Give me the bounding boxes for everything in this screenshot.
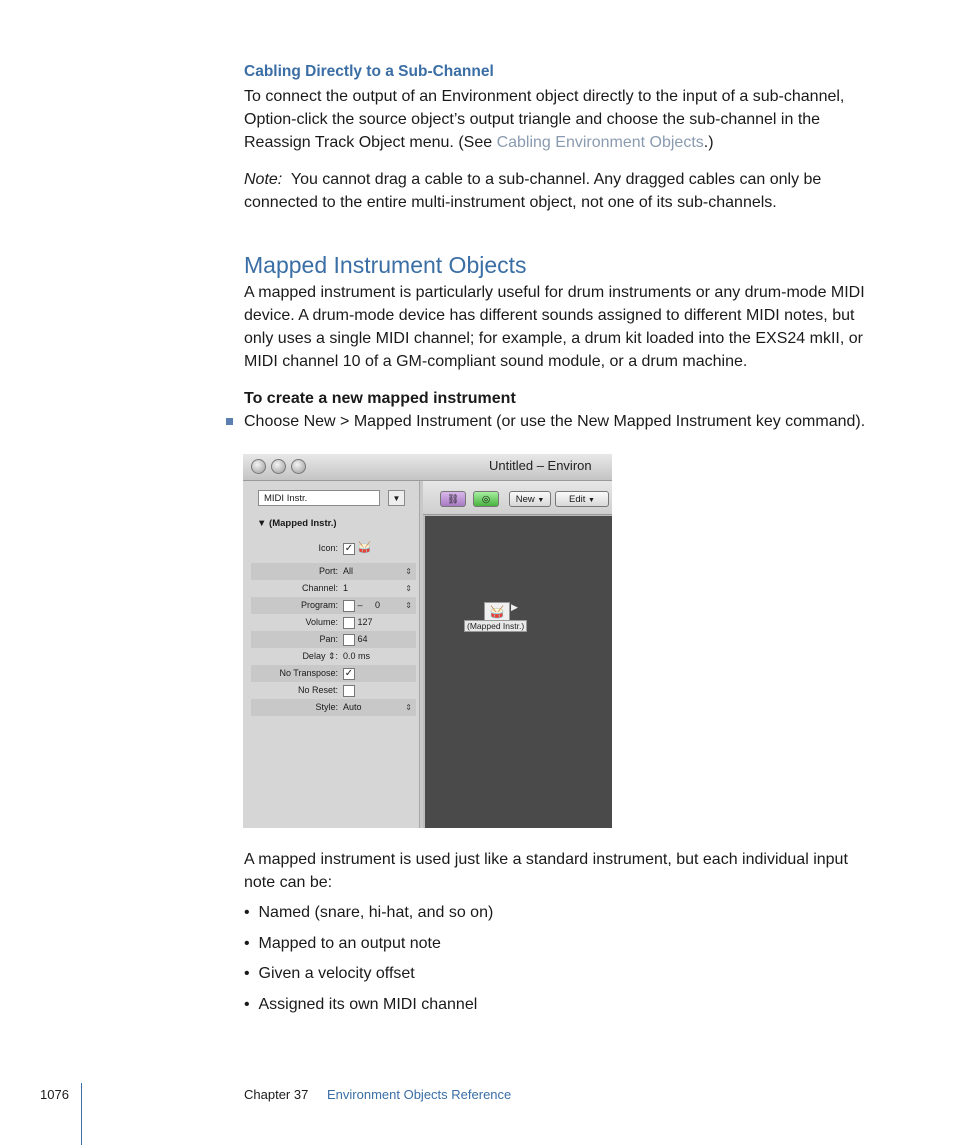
param-label: Style: — [315, 702, 338, 712]
section-heading: Mapped Instrument Objects — [244, 252, 527, 278]
program-checkbox[interactable] — [343, 600, 355, 612]
param-row-port[interactable] — [251, 563, 416, 580]
new-menu-button[interactable] — [509, 491, 551, 507]
minimize-window-icon[interactable] — [271, 459, 286, 474]
footer-chapter: Chapter 37 — [244, 1087, 309, 1102]
note-line2: connected to the entire multi-instrument object, not one of its sub-channels. — [244, 194, 777, 211]
note-line1 — [244, 168, 884, 191]
list-item — [244, 962, 894, 993]
param-row-channel[interactable] — [251, 580, 416, 597]
param-value — [343, 631, 368, 648]
chevron-down-icon: ▼ — [588, 497, 595, 504]
para2-line2: device. A drum-mode device has different sounds assigned to different MIDI notes, but — [244, 307, 855, 324]
param-label: Port: — [318, 566, 338, 576]
mapped-instrument-object-label[interactable]: (Mapped Instr.) — [464, 620, 527, 632]
note-text-1: You cannot drag a cable to a sub-channel. Any dragged cables can only be — [290, 171, 822, 188]
chevron-down-icon: ▼ — [537, 497, 545, 504]
bullet-icon: • — [244, 995, 250, 1013]
para1-line3-prefix: Reassign Track Object menu. (See — [244, 134, 497, 151]
edit-menu-button[interactable] — [555, 491, 609, 507]
footer-rule — [81, 1083, 82, 1145]
list-item-text: Named (snare, hi-hat, and so on) — [258, 904, 494, 921]
param-label: No Reset: — [297, 685, 338, 695]
environment-toolbar — [423, 481, 612, 515]
stepper-icon[interactable]: ⇕ — [405, 601, 412, 610]
param-row-pan[interactable] — [251, 631, 416, 648]
param-row-program[interactable] — [251, 597, 416, 614]
program-value: – 0 — [357, 600, 381, 610]
bullet-icon: • — [244, 965, 250, 982]
window-titlebar — [243, 454, 612, 481]
pan-checkbox[interactable] — [343, 634, 355, 646]
object-menu-dropdown[interactable]: ▼ — [388, 490, 405, 506]
new-menu-label: New — [515, 494, 535, 505]
sub-heading: Cabling Directly to a Sub-Channel — [244, 63, 494, 80]
param-value: Auto — [343, 702, 362, 712]
paragraph-3 — [244, 848, 894, 894]
param-value — [343, 665, 355, 682]
task-heading: To create a new mapped instrument — [244, 390, 516, 407]
param-label: No Transpose: — [279, 668, 338, 678]
midi-out-icon: ◎ — [481, 494, 491, 505]
volume-value: 127 — [357, 617, 373, 627]
param-value — [343, 682, 355, 699]
param-label: Program: — [300, 600, 338, 610]
environment-window-screenshot — [243, 454, 612, 828]
note — [244, 168, 884, 214]
drum-kit-icon: 🥁 — [357, 542, 372, 554]
para1-line3 — [244, 131, 884, 154]
environment-work-area — [423, 481, 612, 828]
edit-menu-label: Edit — [569, 494, 586, 505]
window-title: Untitled – Environ — [489, 458, 592, 473]
para2-line3: only uses a single MIDI channel; for example, a drum kit loaded into the EXS24 mkII, or — [244, 330, 863, 347]
bullet-list — [244, 901, 894, 1023]
zoom-window-icon[interactable] — [291, 459, 306, 474]
param-row-icon — [251, 536, 416, 560]
midi-out-button[interactable] — [473, 491, 499, 507]
para1-line1: To connect the output of an Environment object directly to the input of a sub-channel, — [244, 88, 845, 105]
link-icon: ⛓ — [446, 494, 460, 505]
page-number: 1076 — [40, 1087, 69, 1102]
task-step: Choose New > Mapped Instrument (or use the New Mapped Instrument key command). — [244, 413, 866, 430]
list-item-text: Given a velocity offset — [258, 965, 415, 982]
drum-kit-icon[interactable]: 🥁 — [484, 602, 510, 622]
param-value: All — [343, 566, 354, 576]
step-bullet-icon — [226, 418, 233, 425]
object-inspector — [243, 481, 420, 828]
stepper-icon[interactable]: ⇕ — [405, 584, 412, 593]
param-label: Pan: — [319, 634, 338, 644]
para2-line4: MIDI channel 10 of a GM-compliant sound module, or a drum machine. — [244, 353, 748, 370]
note-label: Note: — [244, 171, 283, 188]
inspector-section-label[interactable]: ▼ (Mapped Instr.) — [257, 518, 337, 529]
para3-line1: A mapped instrument is used just like a standard instrument, but each individual input — [244, 851, 848, 868]
param-row-no-reset[interactable] — [251, 682, 416, 699]
environment-canvas[interactable] — [425, 516, 612, 828]
para3-line2: note can be: — [244, 874, 333, 891]
param-label: Delay ⇕: — [302, 651, 338, 661]
paragraph-1 — [244, 85, 884, 154]
no-transpose-checkbox[interactable]: ✓ — [344, 667, 354, 679]
paragraph-2 — [244, 281, 894, 373]
para1-line2: Option-click the source object’s output triangle and choose the sub-channel in the — [244, 111, 821, 128]
param-label: Volume: — [305, 617, 338, 627]
list-item-text: Assigned its own MIDI channel — [258, 995, 478, 1013]
para1-line3-suffix: .) — [703, 134, 714, 151]
icon-checkbox[interactable]: ✓ — [344, 542, 354, 554]
cross-reference-link[interactable]: Cabling Environment Objects — [496, 134, 704, 151]
bullet-icon: • — [244, 934, 250, 952]
param-value: 1 — [343, 583, 349, 593]
param-row-volume[interactable] — [251, 614, 416, 631]
stepper-icon[interactable]: ⇕ — [405, 703, 412, 712]
output-triangle-icon[interactable]: ▶ — [511, 602, 518, 612]
pan-value: 64 — [357, 634, 368, 644]
list-item — [244, 932, 894, 963]
param-row-no-transpose[interactable] — [251, 665, 416, 682]
param-label: Channel: — [301, 583, 338, 593]
param-value — [343, 536, 371, 560]
stepper-icon[interactable]: ⇕ — [405, 567, 412, 576]
link-button[interactable] — [440, 491, 466, 507]
param-value: 0.0 ms — [343, 651, 371, 661]
volume-checkbox[interactable] — [343, 617, 355, 629]
bullet-icon: • — [244, 904, 250, 921]
object-name-field[interactable]: MIDI Instr. — [258, 490, 380, 506]
param-value — [343, 597, 380, 614]
list-item — [244, 901, 894, 932]
no-reset-checkbox[interactable] — [343, 685, 355, 697]
para2-line1: A mapped instrument is particularly useful for drum instruments or any drum-mode MIDI — [244, 284, 865, 301]
param-value — [343, 614, 373, 631]
param-row-style[interactable] — [251, 699, 416, 716]
footer-chapter-title[interactable]: Environment Objects Reference — [327, 1087, 512, 1102]
list-item — [244, 993, 894, 1024]
close-window-icon[interactable] — [251, 459, 266, 474]
param-row-delay[interactable] — [251, 648, 416, 665]
list-item-text: Mapped to an output note — [258, 934, 441, 952]
param-label: Icon: — [318, 543, 338, 553]
